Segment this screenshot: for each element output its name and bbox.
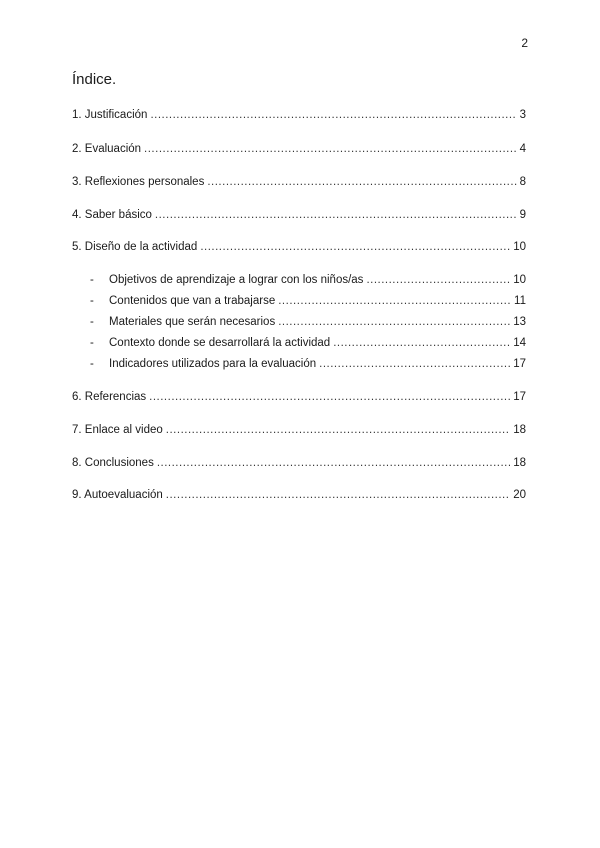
toc-entry-label: Contenidos que van a trabajarse bbox=[109, 295, 276, 307]
toc-entry-label: 2. Evaluación bbox=[72, 143, 142, 155]
toc-entry-page: 10 bbox=[513, 274, 526, 286]
dot-leader bbox=[166, 489, 510, 501]
toc-entry-label: Objetivos de aprendizaje a lograr con los niños/as bbox=[109, 274, 364, 286]
toc-entry-label: Materiales que serán necesarios bbox=[109, 316, 276, 328]
toc-entry-page: 17 bbox=[513, 391, 526, 403]
dot-leader bbox=[200, 241, 510, 253]
toc-entry-page: 9 bbox=[519, 209, 526, 221]
toc-entry-label: 8. Conclusiones bbox=[72, 457, 154, 469]
toc-entry-label: 5. Diseño de la actividad bbox=[72, 241, 198, 253]
dot-leader bbox=[333, 337, 510, 349]
dot-leader bbox=[157, 457, 510, 469]
dot-leader bbox=[278, 295, 511, 307]
toc-entry-reflexiones[interactable] bbox=[72, 176, 526, 188]
toc-entry-label: 6. Referencias bbox=[72, 391, 147, 403]
toc-entry-label: 4. Saber básico bbox=[72, 209, 152, 221]
dot-leader bbox=[149, 391, 510, 403]
toc-entry-label: Indicadores utilizados para la evaluación bbox=[109, 358, 317, 370]
toc-entry-evaluacion[interactable] bbox=[72, 143, 526, 155]
toc-entry-page: 10 bbox=[513, 241, 526, 253]
toc-subentry-materiales[interactable] bbox=[90, 316, 526, 328]
bullet-dash: - bbox=[90, 295, 94, 307]
toc-entry-page: 13 bbox=[513, 316, 526, 328]
bullet-dash: - bbox=[90, 316, 94, 328]
toc-entry-page: 18 bbox=[513, 457, 526, 469]
toc-entry-saber-basico[interactable] bbox=[72, 209, 526, 221]
dot-leader bbox=[144, 143, 517, 155]
toc-entry-page: 18 bbox=[513, 424, 526, 436]
toc-entry-page: 17 bbox=[513, 358, 526, 370]
toc-entry-label: 9. Autoevaluación bbox=[72, 489, 163, 501]
toc-subentry-contenidos[interactable] bbox=[90, 295, 526, 307]
dot-leader bbox=[150, 109, 516, 121]
bullet-dash: - bbox=[90, 358, 94, 370]
dot-leader bbox=[278, 316, 510, 328]
toc-subentry-contexto[interactable] bbox=[90, 337, 526, 349]
toc-entry-page: 11 bbox=[514, 295, 526, 307]
toc-entry-enlace-video[interactable] bbox=[72, 424, 526, 436]
toc-entry-autoevaluacion[interactable] bbox=[72, 489, 526, 501]
toc-entry-diseno[interactable] bbox=[72, 241, 526, 253]
dot-leader bbox=[166, 424, 510, 436]
dot-leader bbox=[319, 358, 510, 370]
toc-entry-justificacion[interactable] bbox=[72, 109, 526, 121]
dot-leader bbox=[366, 274, 510, 286]
toc-subentry-objetivos[interactable] bbox=[90, 274, 526, 286]
toc-entry-page: 4 bbox=[519, 143, 526, 155]
toc-entry-conclusiones[interactable] bbox=[72, 457, 526, 469]
toc-entry-page: 3 bbox=[519, 109, 526, 121]
bullet-dash: - bbox=[90, 274, 94, 286]
toc-entry-page: 8 bbox=[519, 176, 526, 188]
dot-leader bbox=[207, 176, 516, 188]
toc-subentry-indicadores[interactable] bbox=[90, 358, 526, 370]
toc-title: Índice. bbox=[72, 71, 117, 88]
toc-entry-page: 20 bbox=[513, 489, 526, 501]
bullet-dash: - bbox=[90, 337, 94, 349]
toc-entry-label: 3. Reflexiones personales bbox=[72, 176, 205, 188]
toc-entry-page: 14 bbox=[513, 337, 526, 349]
toc-entry-label: 7. Enlace al video bbox=[72, 424, 163, 436]
toc-entry-label: Contexto donde se desarrollará la actividad bbox=[109, 337, 331, 349]
toc-entry-label: 1. Justificación bbox=[72, 109, 148, 121]
page-number: 2 bbox=[521, 36, 528, 50]
dot-leader bbox=[155, 209, 517, 221]
toc-entry-referencias[interactable] bbox=[72, 391, 526, 403]
